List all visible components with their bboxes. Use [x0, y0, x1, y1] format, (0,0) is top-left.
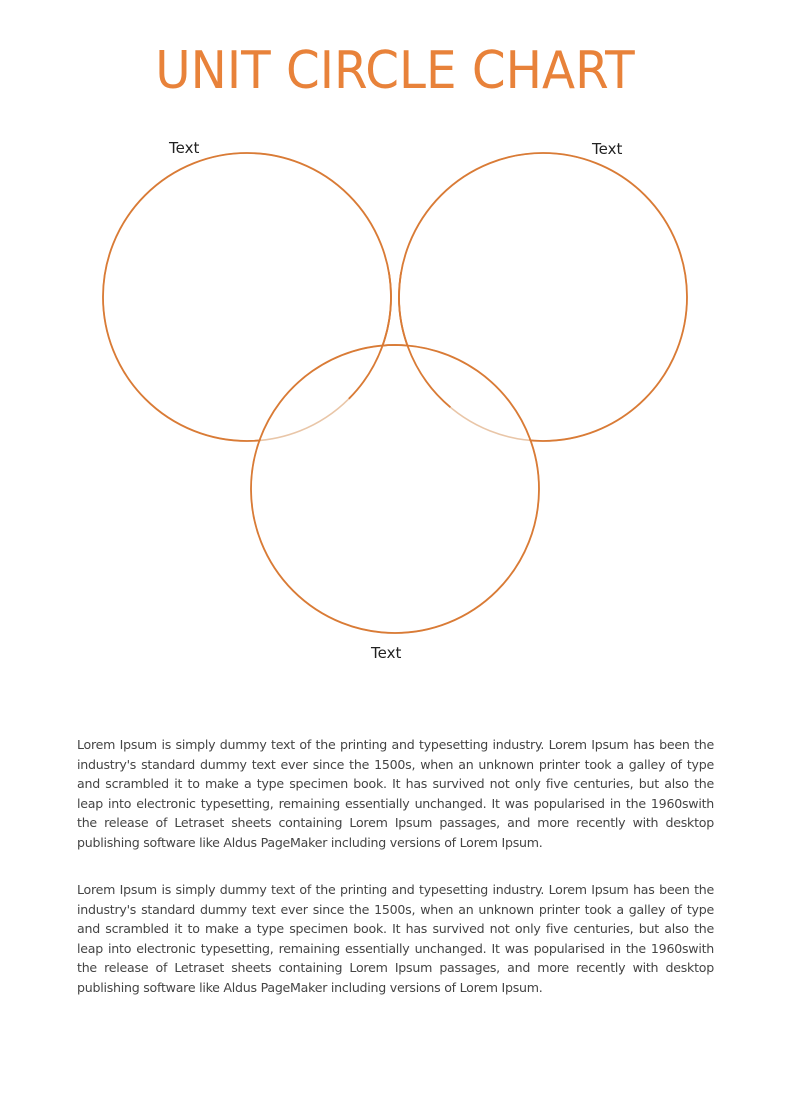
overlap-arc-0 [260, 345, 531, 440]
body-paragraph-1: Lorem Ipsum is simply dummy text of the printing and typesetting industry. Lorem Ipsum has been the industry's standard dummy text ever since the 1500s, when an unknown printer took a galley of type and scrambled it to make a type specimen book. It has survived not only five centuries, but also the leap into electronic typesetting, remaining essentially unchanged. It was popularised in the 1960swith the release of Letraset sheets containing Lorem Ipsum passages, and more recently with desktop publishing software like Aldus PageMaker including versions of Lorem Ipsum. [77, 737, 714, 850]
page-title: UNIT CIRCLE CHART [155, 41, 635, 101]
circle-bottom-base [251, 345, 539, 633]
label-top-right: Text [592, 140, 623, 158]
overlap-arc-2 [399, 272, 450, 407]
label-bottom: Text [371, 644, 402, 662]
overlap-arc-1 [349, 272, 391, 399]
circle-left-base [103, 153, 391, 441]
body-paragraph-2: Lorem Ipsum is simply dummy text of the printing and typesetting industry. Lorem Ipsum has been the industry's standard dummy text ever since the 1500s, when an unknown printer took a galley of type and scrambled it to make a type specimen book. It has survived not only five centuries, but also the leap into electronic typesetting, remaining essentially unchanged. It was popularised in the 1960swith the release of Letraset sheets containing Lorem Ipsum passages, and more recently with desktop publishing software like Aldus PageMaker including versions of Lorem Ipsum. [77, 882, 714, 995]
circle-right-base [399, 153, 687, 441]
circle-left [103, 153, 391, 441]
circle-bottom [251, 345, 539, 633]
label-top-left: Text [169, 139, 200, 157]
circle-right [399, 153, 687, 441]
